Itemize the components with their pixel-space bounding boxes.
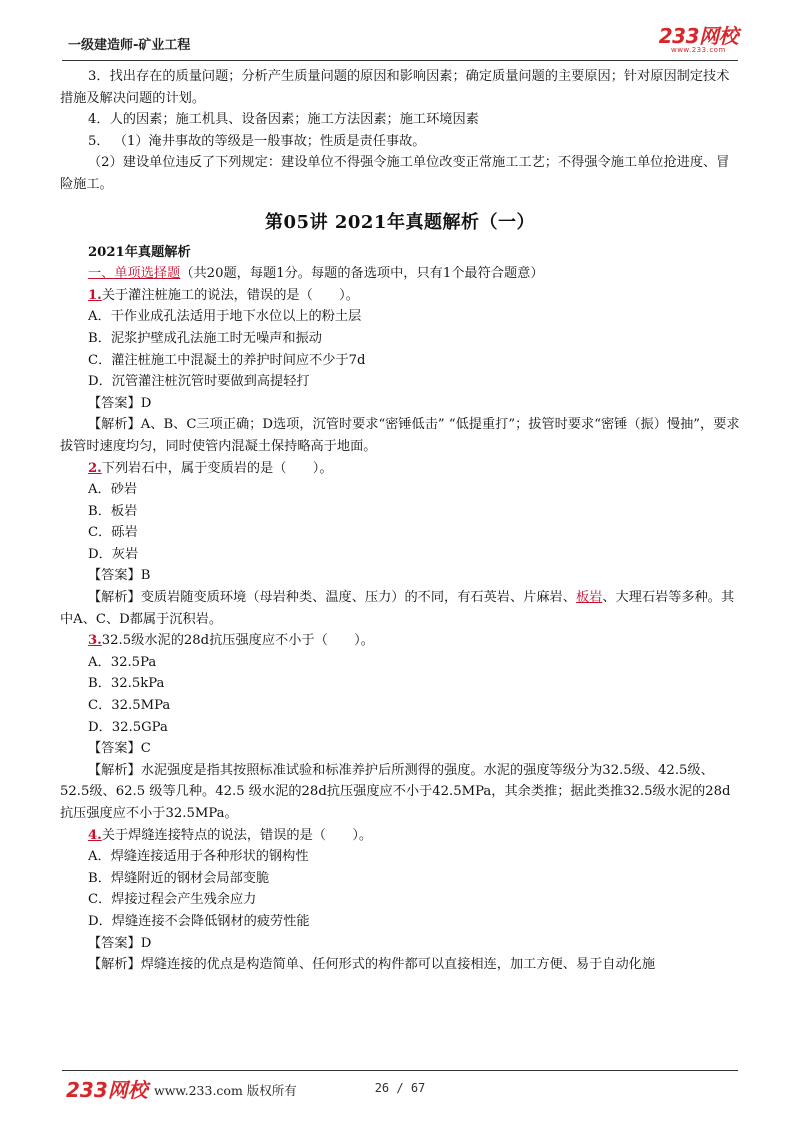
question-text: 关于焊缝连接特点的说法，错误的是（ ）。 (101, 827, 373, 843)
question-answer: 【答案】B (88, 568, 151, 584)
question-stem (60, 285, 740, 307)
question-option: C．32.5MPa (88, 698, 171, 714)
document-body (60, 66, 740, 976)
question-option: B．板岩 (88, 503, 138, 519)
question-answer: 【答案】D (88, 935, 152, 951)
part-description: （共20题，每题1分。每题的备选项中，只有1个最符合题意） (180, 266, 544, 282)
question-answer: 【答案】D (88, 395, 152, 411)
highlight-link[interactable]: 板岩 (575, 590, 603, 606)
question-option: D．焊缝连接不会降低钢材的疲劳性能 (88, 913, 310, 929)
question-number-link[interactable]: 4. (88, 827, 102, 843)
question-option: C．焊接过程会产生残余应力 (88, 892, 257, 908)
question-number-link[interactable]: 2. (88, 460, 102, 476)
question-option: C．灌注桩施工中混凝土的养护时间应不少于7d (88, 352, 366, 368)
brand-logo-text: 233网校 (658, 24, 738, 48)
intro-paragraph-6: （2）建设单位违反了下列规定：建设单位不得强令施工单位改变正常施工工艺；不得强令施工单位抢进度、冒险施工。 (60, 155, 730, 192)
question-explanation: 【解析】焊缝连接的优点是构造简单、任何形式的构件都可以直接相连，加工方便、易于自动化施 (88, 957, 656, 973)
question-option: A．砂岩 (88, 482, 138, 498)
explanation-text: 、大理石岩等多种。其中A、C、D都属于沉积岩。 (60, 590, 735, 627)
part-heading (60, 263, 740, 285)
intro-paragraph-4: 4．人的因素；施工机具、设备因素；施工方法因素；施工环境因素 (88, 112, 479, 128)
question-option: A．32.5Pa (88, 654, 157, 670)
question-stem (60, 825, 740, 847)
brand-logo-url: www.233.com (670, 46, 726, 54)
part-link[interactable]: 一、单项选择题 (88, 266, 181, 282)
header-divider (62, 60, 738, 61)
header-title: 一级建造师-矿业工程 (68, 38, 191, 53)
question-text: 下列岩石中，属于变质岩的是（ ）。 (101, 460, 333, 476)
lesson-title: 第05讲 2021年真题解析（一） (265, 211, 535, 233)
question-stem (60, 630, 740, 652)
question-option: D．沉管灌注桩沉管时要做到高提轻打 (88, 374, 310, 390)
question-option: A．干作业成孔法适用于地下水位以上的粉土层 (88, 309, 362, 325)
question-number-link[interactable]: 1. (88, 287, 102, 303)
question-stem (60, 458, 740, 480)
page-number: 26 / 67 (374, 1081, 426, 1095)
question-option: B．泥浆护壁成孔法施工时无噪声和振动 (88, 330, 322, 346)
question-option: A．焊缝连接适用于各种形状的钢构性 (88, 849, 309, 865)
question-option: B．焊缝附近的钢材会局部变脆 (88, 870, 270, 886)
footer-divider (62, 1070, 738, 1071)
question-explanation: 【解析】A、B、C三项正确；D选项，沉管时要求“密锤低击” “低提重打”；拔管时要求“密锤（振）慢抽”，要求拔管时速度均匀，同时使管内混凝土保持略高于地面。 (60, 417, 740, 454)
question-explanation: 【解析】水泥强度是指其按照标准试验和标准养护后所测得的强度。水泥的强度等级分为32.5级、42.5级、52.5级、62.5 级等几种。42.5 级水泥的28d抗压强度应不小于42.5MPa，其余类推；据此类推32.5级水泥的28d抗压强度应不小于32.5MPa。 (60, 762, 731, 821)
question-text: 32.5级水泥的28d抗压强度应不小于（ ）。 (101, 633, 374, 649)
question-option: D．32.5GPa (88, 719, 168, 735)
question-option: B．32.5kPa (88, 676, 165, 692)
question-text: 关于灌注桩施工的说法，错误的是（ ）。 (101, 287, 359, 303)
intro-paragraph-3: 3．找出存在的质量问题；分析产生质量问题的原因和影响因素；确定质量问题的主要原因；针对原因制定技术措施及解决问题的计划。 (60, 69, 730, 106)
footer-logo: 233网校 (66, 1078, 148, 1102)
page-footer (62, 1074, 738, 1104)
explanation-text: 【解析】变质岩随变质环境（母岩种类、温度、压力）的不同，有石英岩、片麻岩、 (88, 590, 576, 606)
question-option: C．砾岩 (88, 525, 138, 541)
footer-copyright: www.233.com 版权所有 (154, 1083, 297, 1098)
question-number-link[interactable]: 3. (88, 633, 102, 649)
brand-logo (659, 26, 738, 54)
question-option: D．灰岩 (88, 546, 139, 562)
section-heading: 2021年真题解析 (88, 244, 191, 260)
page-header (62, 24, 738, 60)
question-answer: 【答案】C (88, 741, 151, 757)
intro-paragraph-5: 5． （1）淹井事故的等级是一般事故；性质是责任事故。 (88, 133, 426, 149)
question-explanation (60, 587, 740, 630)
